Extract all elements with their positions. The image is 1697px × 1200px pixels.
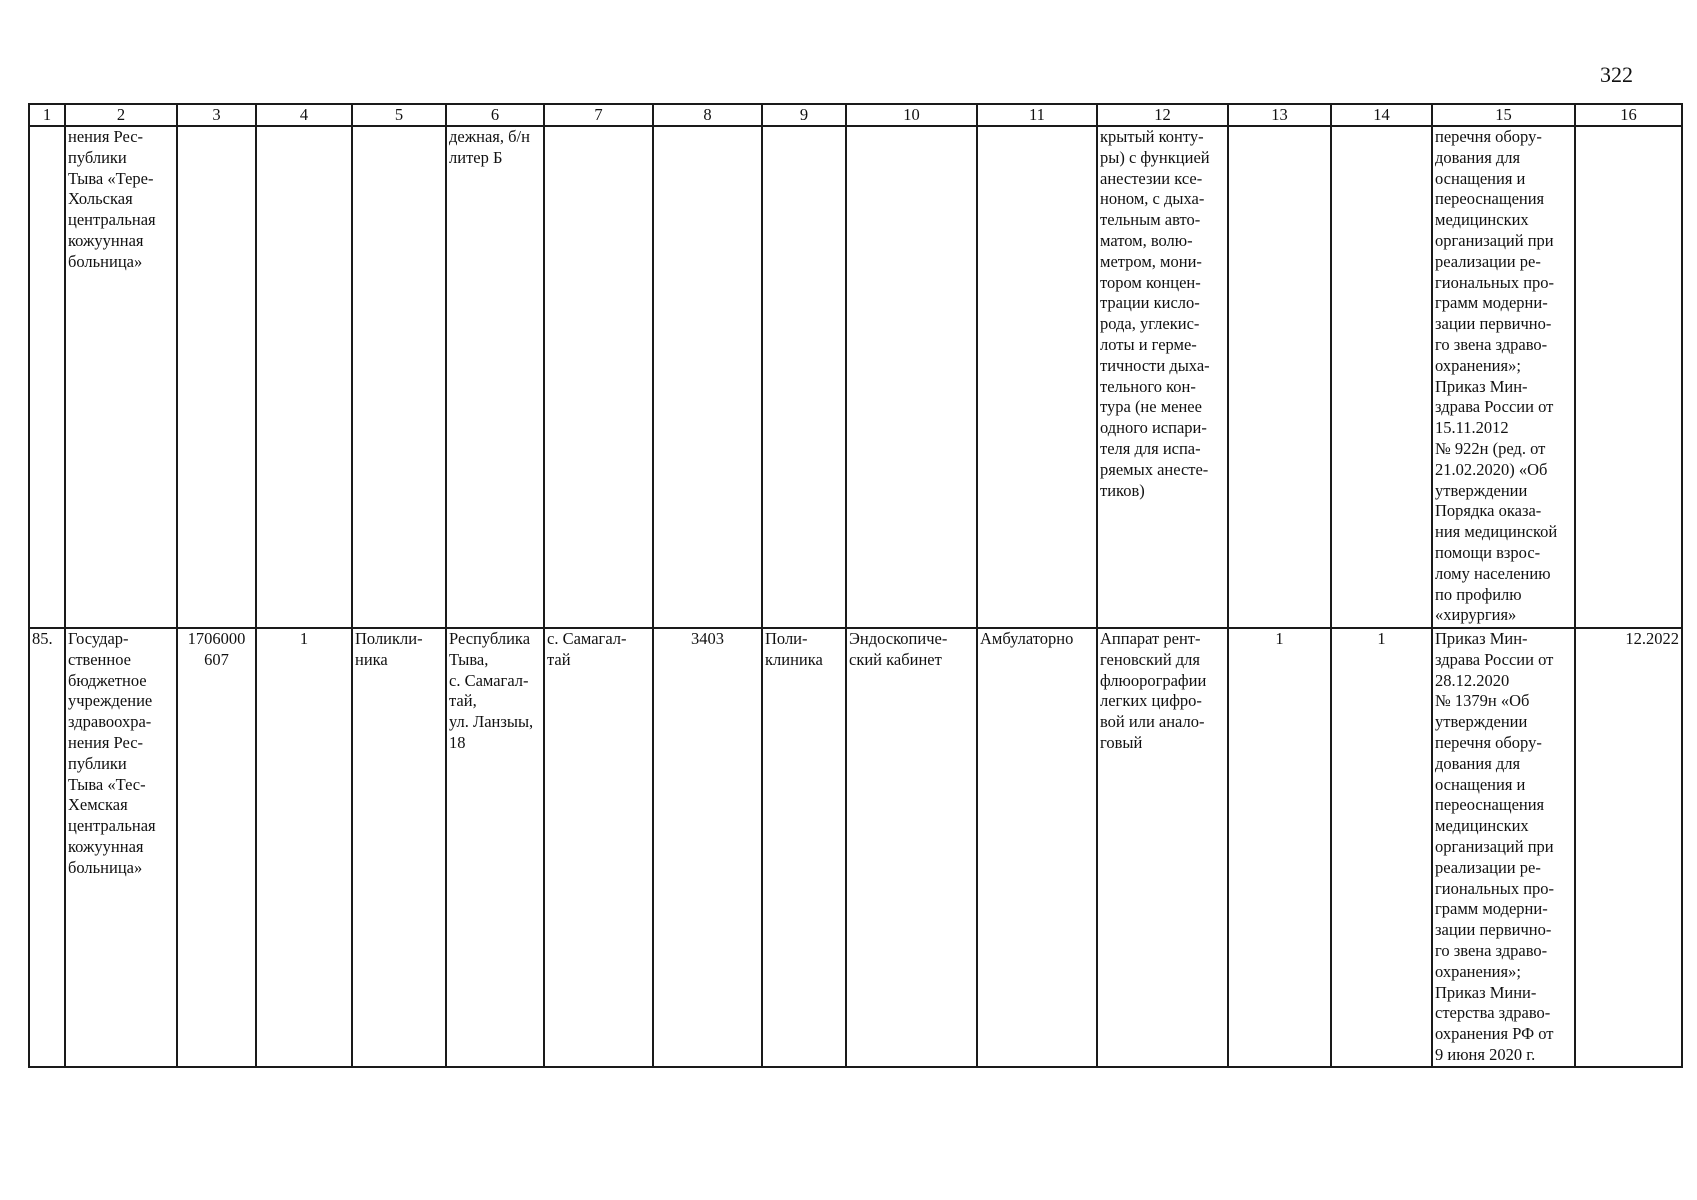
care-type-cell: Амбулаторно <box>977 628 1097 1067</box>
room-cell: Эндоскопиче- ский кабинет <box>846 628 977 1067</box>
quantity-cell: 1 <box>1331 628 1432 1067</box>
regulation-cell: перечня обору- дования для оснащения и переоснащения медицинских организаций при реализации ре- гиональных про- грамм модерни- зации первично- го звена здраво- охранения»; Приказ Мин- здрава России от 15.11.2012 № 922н (ред. от 21.02.2020) «Об утверждении Порядка оказа- ния медицинской помощи взрос- лому населению по профилю «хирургия» <box>1432 126 1575 628</box>
column-header: 14 <box>1331 104 1432 126</box>
column-header: 4 <box>256 104 352 126</box>
institution-cell: нения Рес- публики Тыва «Тере- Хольская центральная кожуунная больница» <box>65 126 177 628</box>
date-cell <box>1575 126 1682 628</box>
unit-type-cell <box>352 126 446 628</box>
address-cell: дежная, б/н литер Б <box>446 126 544 628</box>
room-cell <box>846 126 977 628</box>
column-header: 5 <box>352 104 446 126</box>
quantity-cell <box>1228 126 1331 628</box>
care-type-cell <box>977 126 1097 628</box>
code-cell: 1706000 607 <box>177 628 256 1067</box>
column-header: 2 <box>65 104 177 126</box>
page-number: 322 <box>1600 62 1633 87</box>
column-header: 8 <box>653 104 762 126</box>
registry-table <box>28 103 1683 1068</box>
settlement-cell <box>544 126 653 628</box>
equipment-cell: Аппарат рент- геновский для флюорографии легких цифро- вой или анало- говый <box>1097 628 1228 1067</box>
address-cell: Республика Тыва, с. Самагал- тай, ул. Ланзыы, 18 <box>446 628 544 1067</box>
count-cell <box>256 126 352 628</box>
column-header: 15 <box>1432 104 1575 126</box>
equipment-cell: крытый конту- ры) с функцией анестезии ксе- ноном, с дыха- тельным авто- матом, волю- метром, мони- тором концен- трации кисло- рода, углекис- лоты и герме- тичности дыха- тельного кон- тура (не менее одного испари- теля для испа- ряемых анесте- тиков) <box>1097 126 1228 628</box>
column-header: 10 <box>846 104 977 126</box>
column-header: 6 <box>446 104 544 126</box>
population-cell: 3403 <box>653 628 762 1067</box>
table-row <box>29 628 1682 1067</box>
header-row <box>29 104 1682 126</box>
column-header: 7 <box>544 104 653 126</box>
quantity-cell: 1 <box>1228 628 1331 1067</box>
table-row <box>29 126 1682 628</box>
population-cell <box>653 126 762 628</box>
column-header: 9 <box>762 104 846 126</box>
column-header: 12 <box>1097 104 1228 126</box>
date-cell: 12.2022 <box>1575 628 1682 1067</box>
regulation-cell: Приказ Мин- здрава России от 28.12.2020 № 1379н «Об утверждении перечня обору- дования для оснащения и переоснащения медицинских организаций при реализации ре- гиональных про- грамм модерни- зации первично- го звена здраво- охранения»; Приказ Мини- стерства здраво- охранения РФ от 9 июня 2020 г. <box>1432 628 1575 1067</box>
institution-cell: Государ- ственное бюджетное учреждение здравоохра- нения Рес- публики Тыва «Тес- Хемская центральная кожуунная больница» <box>65 628 177 1067</box>
unit-type-cell: Поликли- ника <box>352 628 446 1067</box>
column-header: 13 <box>1228 104 1331 126</box>
department-cell: Поли- клиника <box>762 628 846 1067</box>
column-header: 16 <box>1575 104 1682 126</box>
column-header: 3 <box>177 104 256 126</box>
column-header: 11 <box>977 104 1097 126</box>
row-number-cell <box>29 126 65 628</box>
code-cell <box>177 126 256 628</box>
row-number-cell: 85. <box>29 628 65 1067</box>
department-cell <box>762 126 846 628</box>
settlement-cell: с. Самагал- тай <box>544 628 653 1067</box>
count-cell: 1 <box>256 628 352 1067</box>
column-header: 1 <box>29 104 65 126</box>
quantity-cell <box>1331 126 1432 628</box>
